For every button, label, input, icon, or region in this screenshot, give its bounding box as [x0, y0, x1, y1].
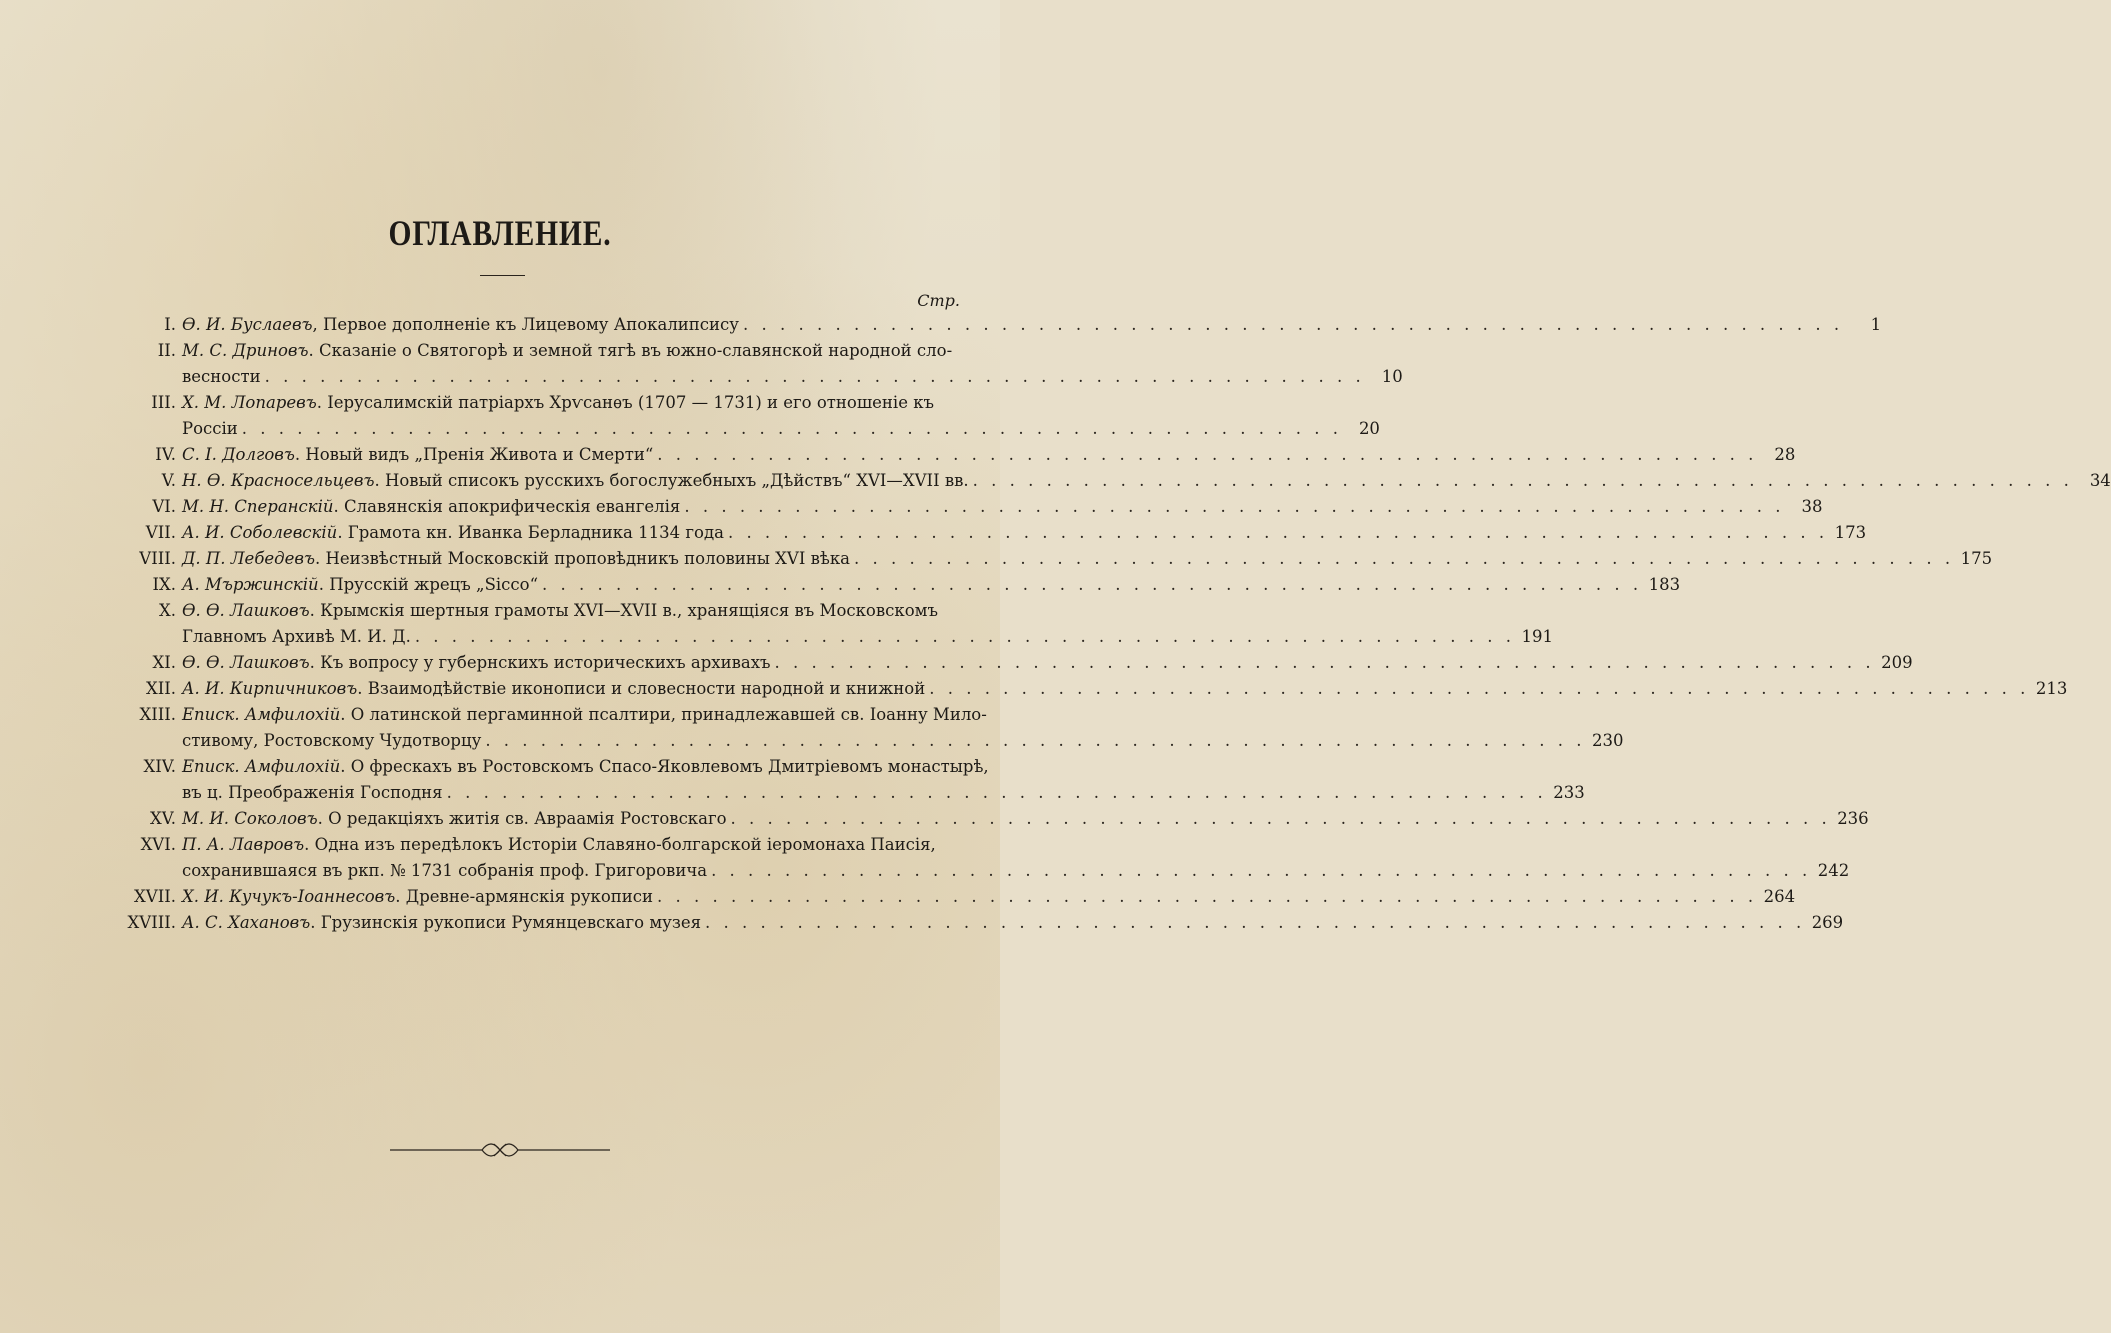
toc-entry-title: Россіи: [182, 419, 238, 438]
fleuron-ornament-icon: [390, 1140, 610, 1160]
toc-entry-number: XVIII.: [127, 913, 176, 932]
leader-dots: . . . . . . . . . . . . . . . . . . . . . . . . . . . . . . . . . . . . . . . . . . . . . . . . . . . . . . . . . . . .: [929, 679, 2030, 698]
toc-entry-page: 183: [1648, 575, 1681, 594]
toc-entry-title: . Грамота кн. Иванка Берладника 1134 года: [337, 523, 724, 542]
table-of-contents: [40, 312, 2111, 936]
toc-entry: [40, 702, 1624, 754]
toc-entry-number: VIII.: [139, 549, 176, 568]
toc-entry-author: М. Н. Сперанскій: [182, 497, 334, 516]
leader-dots: . . . . . . . . . . . . . . . . . . . . . . . . . . . . . . . . . . . . . . . . . . . . . . . . . . . . . . . . . . . .: [241, 419, 1342, 438]
toc-entry-page: 191: [1521, 627, 1553, 646]
toc-entry-title: . О фрескахъ въ Ростовскомъ Спасо-Яковлевомъ Дмитріевомъ монастырѣ,: [340, 757, 989, 776]
toc-entry: [40, 832, 1850, 884]
toc-entry-title: . Новый видъ „Пренія Живота и Смерти“: [294, 445, 654, 464]
toc-entry-title: въ ц. Преображенія Господня: [182, 783, 443, 802]
toc-entry-number: XVI.: [140, 835, 176, 854]
toc-entry-title: . Прусскій жрецъ „Sicco“: [318, 575, 539, 594]
toc-entry-number: XII.: [145, 679, 176, 698]
toc-entry-page: 38: [1801, 497, 1823, 516]
toc-entry-page: 1: [1870, 315, 1882, 334]
toc-entry-page: 264: [1763, 887, 1796, 906]
toc-entry-title: , Первое дополненіе къ Лицевому Апокалипсису: [312, 315, 739, 334]
leader-dots: . . . . . . . . . . . . . . . . . . . . . . . . . . . . . . . . . . . . . . . . . . . . . . . . . . . . . . . . . . . .: [727, 523, 1829, 542]
toc-entry-author: Еписк. Амфилохій: [182, 757, 341, 776]
leader-dots: . . . . . . . . . . . . . . . . . . . . . . . . . . . . . . . . . . . . . . . . . . . . . . . . . . . . . . . . . . . .: [657, 887, 1758, 906]
toc-entry-author: Х. М. Лопаревъ: [182, 393, 317, 412]
toc-entry-author: Д. П. Лебедевъ: [182, 549, 315, 568]
toc-entry-number: IV.: [155, 445, 176, 464]
toc-entry-author: Н. Ѳ. Красносельцевъ: [182, 471, 375, 490]
toc-entry: [40, 650, 1913, 676]
toc-entry-number: VII.: [145, 523, 176, 542]
leader-dots: . . . . . . . . . . . . . . . . . . . . . . . . . . . . . . . . . . . . . . . . . . . . . . . . . . . . . . . . . . . .: [730, 809, 1831, 828]
toc-entry-title: . Одна изъ передѣлокъ Исторіи Славяно-болгарской іеромонаха Паисія,: [304, 835, 936, 854]
toc-entry-number: X.: [159, 601, 176, 620]
toc-entry: [40, 572, 1681, 598]
toc-entry-number: XV.: [149, 809, 176, 828]
leader-dots: . . . . . . . . . . . . . . . . . . . . . . . . . . . . . . . . . . . . . . . . . . . . . . . . . . . . . . . . . . . .: [743, 315, 1844, 334]
toc-entry-title: . Неизвѣстный Московскій проповѣдникъ половины XVI вѣка: [314, 549, 850, 568]
leader-dots: . . . . . . . . . . . . . . . . . . . . . . . . . . . . . . . . . . . . . . . . . . . . . . . . . . . . . . . . . . . .: [264, 367, 1365, 386]
toc-entry-title: . Славянскія апокрифическія евангелія: [333, 497, 681, 516]
toc-entry-title: . Новый списокъ русскихъ богослужебныхъ „Дѣйствъ“ XVI—XVII вв.: [374, 471, 969, 490]
toc-entry-author: Еписк. Амфилохій: [182, 705, 341, 724]
toc-entry-page: 10: [1381, 367, 1403, 386]
toc-entry: [40, 390, 1380, 442]
toc-entry: [40, 598, 1553, 650]
toc-entry-title: стивому, Ростовскому Чудотворцу: [182, 731, 482, 750]
toc-entry-author: Ѳ. Ѳ. Лашковъ: [182, 601, 310, 620]
toc-entry-title: . Крымскія шертныя грамоты XVI—XVII в., хранящіяся въ Московскомъ: [309, 601, 938, 620]
toc-entry-title: . Древне-армянскія рукописи: [395, 887, 654, 906]
toc-entry-title: . Къ вопросу у губернскихъ историческихъ архивахъ: [309, 653, 771, 672]
leader-dots: . . . . . . . . . . . . . . . . . . . . . . . . . . . . . . . . . . . . . . . . . . . . . . . . . . . . . . . . . . . .: [853, 549, 1955, 568]
toc-entry-page: 209: [1881, 653, 1913, 672]
toc-entry-number: XIV.: [143, 757, 176, 776]
toc-entry: [40, 910, 1844, 936]
toc-entry-title: . Взаимодѣйствіе иконописи и словесности народной и книжной: [357, 679, 926, 698]
leader-dots: . . . . . . . . . . . . . . . . . . . . . . . . . . . . . . . . . . . . . . . . . . . . . . . . . . . . . . . . . . . .: [542, 575, 1643, 594]
toc-entry-page: 233: [1553, 783, 1585, 802]
toc-entry-title: . Сказаніе о Святогорѣ и земной тягѣ въ южно-славянской народной сло-: [308, 341, 953, 360]
toc-entry-number: V.: [161, 471, 176, 490]
leader-dots: . . . . . . . . . . . . . . . . . . . . . . . . . . . . . . . . . . . . . . . . . . . . . . . . . . . . . . . . . . . .: [705, 913, 1806, 932]
toc-entry-number: IX.: [152, 575, 176, 594]
leader-dots: . . . . . . . . . . . . . . . . . . . . . . . . . . . . . . . . . . . . . . . . . . . . . . . . . . . . . . . . . . . .: [446, 783, 1547, 802]
page-column-header: Стр.: [917, 291, 960, 310]
toc-entry: [40, 884, 1796, 910]
toc-entry-author: А. Мържинскій: [182, 575, 319, 594]
toc-entry-author: Х. И. Кучукъ-Іоаннесовъ: [182, 887, 396, 906]
leader-dots: . . . . . . . . . . . . . . . . . . . . . . . . . . . . . . . . . . . . . . . . . . . . . . . . . . . . . . . . . . . .: [657, 445, 1758, 464]
toc-entry-page: 28: [1774, 445, 1796, 464]
toc-entry-page: 236: [1837, 809, 1869, 828]
toc-entry-page: 20: [1358, 419, 1380, 438]
toc-entry: [40, 312, 1882, 338]
leader-dots: . . . . . . . . . . . . . . . . . . . . . . . . . . . . . . . . . . . . . . . . . . . . . . . . . . . . . . . . . . . .: [485, 731, 1586, 750]
toc-entry-author: Ѳ. Ѳ. Лашковъ: [182, 653, 310, 672]
toc-entry-author: А. И. Соболевскій: [182, 523, 338, 542]
page-title: ОГЛАВЛЕНИЕ.: [388, 213, 612, 253]
leader-dots: . . . . . . . . . . . . . . . . . . . . . . . . . . . . . . . . . . . . . . . . . . . . . . . . . . . . . . . . . . . .: [414, 627, 1515, 646]
toc-entry: [40, 468, 2111, 494]
toc-entry-page: 242: [1817, 861, 1850, 880]
toc-entry-author: А. С. Хахановъ: [182, 913, 311, 932]
toc-entry-number: XIII.: [139, 705, 176, 724]
toc-entry: [40, 754, 1585, 806]
toc-entry-title: весности: [182, 367, 261, 386]
toc-entry: [40, 442, 1796, 468]
toc-entry: [40, 494, 1823, 520]
toc-entry-author: М. И. Соколовъ: [182, 809, 318, 828]
toc-entry-page: 230: [1591, 731, 1624, 750]
toc-entry: [40, 806, 1869, 832]
leader-dots: . . . . . . . . . . . . . . . . . . . . . . . . . . . . . . . . . . . . . . . . . . . . . . . . . . . . . . . . . . . .: [684, 497, 1785, 516]
toc-entry-page: 175: [1960, 549, 1993, 568]
toc-entry-number: VI.: [152, 497, 176, 516]
toc-entry-title: . Грузинскія рукописи Румянцевскаго музея: [310, 913, 702, 932]
toc-entry: [40, 338, 1403, 390]
toc-entry: [40, 520, 1867, 546]
toc-entry-number: I.: [164, 315, 176, 334]
toc-entry-number: II.: [157, 341, 176, 360]
toc-entry-author: М. С. Дриновъ: [182, 341, 309, 360]
toc-entry-author: П. А. Лавровъ: [182, 835, 305, 854]
toc-entry-title: . Іерусалимскій патріархъ Хрѵсанѳъ (1707 — 1731) и его отношеніе къ: [316, 393, 935, 412]
toc-entry-title: . О латинской пергаминной псалтири, принадлежавшей св. Іоанну Мило-: [340, 705, 987, 724]
toc-entry-page: 173: [1834, 523, 1867, 542]
toc-entry-page: 34: [2089, 471, 2111, 490]
toc-entry-author: Ѳ. И. Буслаевъ: [182, 315, 313, 334]
toc-entry-author: С. І. Долговъ: [182, 445, 295, 464]
toc-entry: [40, 546, 1993, 572]
toc-entry-page: 269: [1811, 913, 1844, 932]
title-divider: [480, 275, 525, 276]
toc-entry-title: Главномъ Архивѣ М. И. Д.: [182, 627, 411, 646]
toc-entry-page: 213: [2035, 679, 2068, 698]
toc-entry-number: XVII.: [134, 887, 176, 906]
leader-dots: . . . . . . . . . . . . . . . . . . . . . . . . . . . . . . . . . . . . . . . . . . . . . . . . . . . . . . . . . . . .: [711, 861, 1812, 880]
leader-dots: . . . . . . . . . . . . . . . . . . . . . . . . . . . . . . . . . . . . . . . . . . . . . . . . . . . . . . . . . . . .: [972, 471, 2073, 490]
toc-entry-title: сохранившаяся въ ркп. № 1731 собранія проф. Григоровича: [182, 861, 708, 880]
toc-entry: [40, 676, 2068, 702]
toc-entry-title: . О редакціяхъ житія св. Авраамія Ростовскаго: [317, 809, 727, 828]
leader-dots: . . . . . . . . . . . . . . . . . . . . . . . . . . . . . . . . . . . . . . . . . . . . . . . . . . . . . . . . . . . .: [774, 653, 1875, 672]
toc-entry-author: А. И. Кирпичниковъ: [182, 679, 358, 698]
toc-entry-number: III.: [151, 393, 176, 412]
toc-entry-number: XI.: [152, 653, 176, 672]
